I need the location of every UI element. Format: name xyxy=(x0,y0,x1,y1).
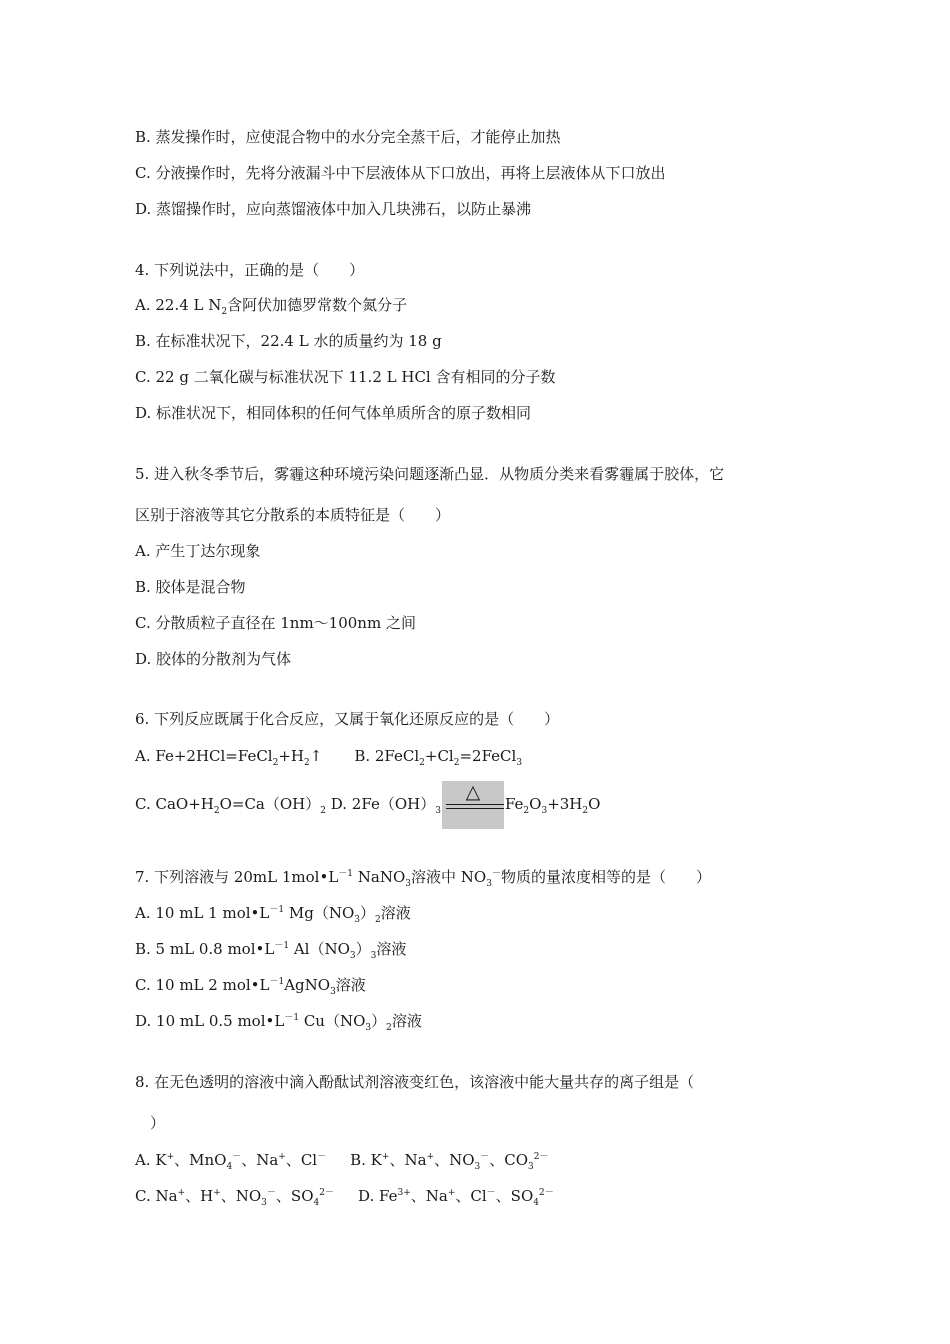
q7-option-c: C. 10 mL 2 $mol•L^{-1}AgNO_3$溶液 xyxy=(135,976,366,997)
q7-option-d: D. 10 mL 0.5 $mol•L^{-1}$ $Cu(NO_3)_2$溶液 xyxy=(135,1012,422,1033)
q8-options-ab xyxy=(135,1150,549,1170)
q4-option-d: D. 标准状况下，相同体积的任何气体单质所含的原子数相同 xyxy=(135,404,532,422)
q5-option-a: A. 产生丁达尔现象 xyxy=(135,542,261,560)
q5-stem-line2: 区别于溶液等其它分散系的本质特征是（ ） xyxy=(135,506,451,524)
q3-option-b: B. 蒸发操作时，应使混合物中的水分完全蒸干后，才能停止加热 xyxy=(135,128,561,146)
q5-option-d: D. 胶体的分散剂为气体 xyxy=(135,650,292,668)
q8-option-a: A. K+、MnO$_4$－、Na+、Cl－ xyxy=(135,1151,327,1172)
q3-option-c: C. 分液操作时，先将分液漏斗中下层液体从下口放出，再将上层液体从下口放出 xyxy=(135,164,666,182)
q8-option-d: D. $Fe^{3+}$、Na+、Cl－、$SO_4^{2-}$ xyxy=(357,1187,554,1208)
q3-option-d: D. 蒸馏操作时，应向蒸馏液体中加入几块沸石，以防止暴沸 xyxy=(135,200,532,218)
q4-stem: 4. 下列说法中，正确的是（ ） xyxy=(135,261,365,279)
q4-option-a: A. 22.4 L $N_2$含阿伏加德罗常数个氮分子 xyxy=(135,296,408,317)
q6-option-c: C. $CaO+H_2O=Ca(OH)_2$ xyxy=(135,795,326,816)
q5-option-c: C. 分散质粒子直径在 1nm～100nm 之间 xyxy=(135,614,416,632)
q6-option-d: D. $2Fe(OH)_3$ △ $Fe_2O_3+3H_2O$ xyxy=(331,795,601,813)
heat-reaction-sign xyxy=(442,781,504,829)
q6-option-b: B. $2FeCl_2+Cl_2=2FeCl_3$ xyxy=(354,747,523,768)
q8-options-cd xyxy=(135,1186,554,1206)
q7-option-a: A. 10 mL 1 $mol•L^{-1}$ $Mg(NO_3)_2$溶液 xyxy=(135,904,411,925)
q7-option-b: B. 5 mL 0.8 $mol•L^{-1}$ $Al(NO_3)_3$溶液 xyxy=(135,940,407,961)
q4-option-c: C. 22 g 二氧化碳与标准状况下 11.2 L HCl 含有相同的分子数 xyxy=(135,368,556,386)
q8-stem-line2: ） xyxy=(150,1114,166,1132)
q6-option-a: A. $Fe+2HCl=FeCl_2+H_2↑$ xyxy=(135,747,323,768)
q6-stem: 6. 下列反应既属于化合反应，又属于氧化还原反应的是（ ） xyxy=(135,710,560,728)
q5-option-b: B. 胶体是混合物 xyxy=(135,578,246,596)
q7-stem: 7. 下列溶液与 20mL $1mol•L^{-1}$ NaNO$_3$溶液中 $NO_3^-$物质的量浓度相等的是（ ） xyxy=(135,868,711,889)
q8-option-b: B. K+、Na+、$NO_3^-$、$CO_3^{2-}$ xyxy=(350,1151,549,1172)
q4-option-b: B. 在标准状况下，22.4 L 水的质量约为 18 g xyxy=(135,332,442,350)
q5-stem-line1: 5. 进入秋冬季节后，雾霾这种环境污染问题逐渐凸显．从物质分类来看雾霾属于胶体，它 xyxy=(135,465,725,483)
q8-option-c: C. Na+、H+、$NO_3^-$、$SO_4^{2-}$ xyxy=(135,1187,334,1208)
q6-options-ab xyxy=(135,746,522,766)
q8-stem-line1: 8. 在无色透明的溶液中滴入酚酞试剂溶液变红色，该溶液中能大量共存的离子组是（ xyxy=(135,1073,695,1091)
heat-triangle-icon: △ xyxy=(465,781,481,803)
q6-options-cd xyxy=(135,780,600,829)
